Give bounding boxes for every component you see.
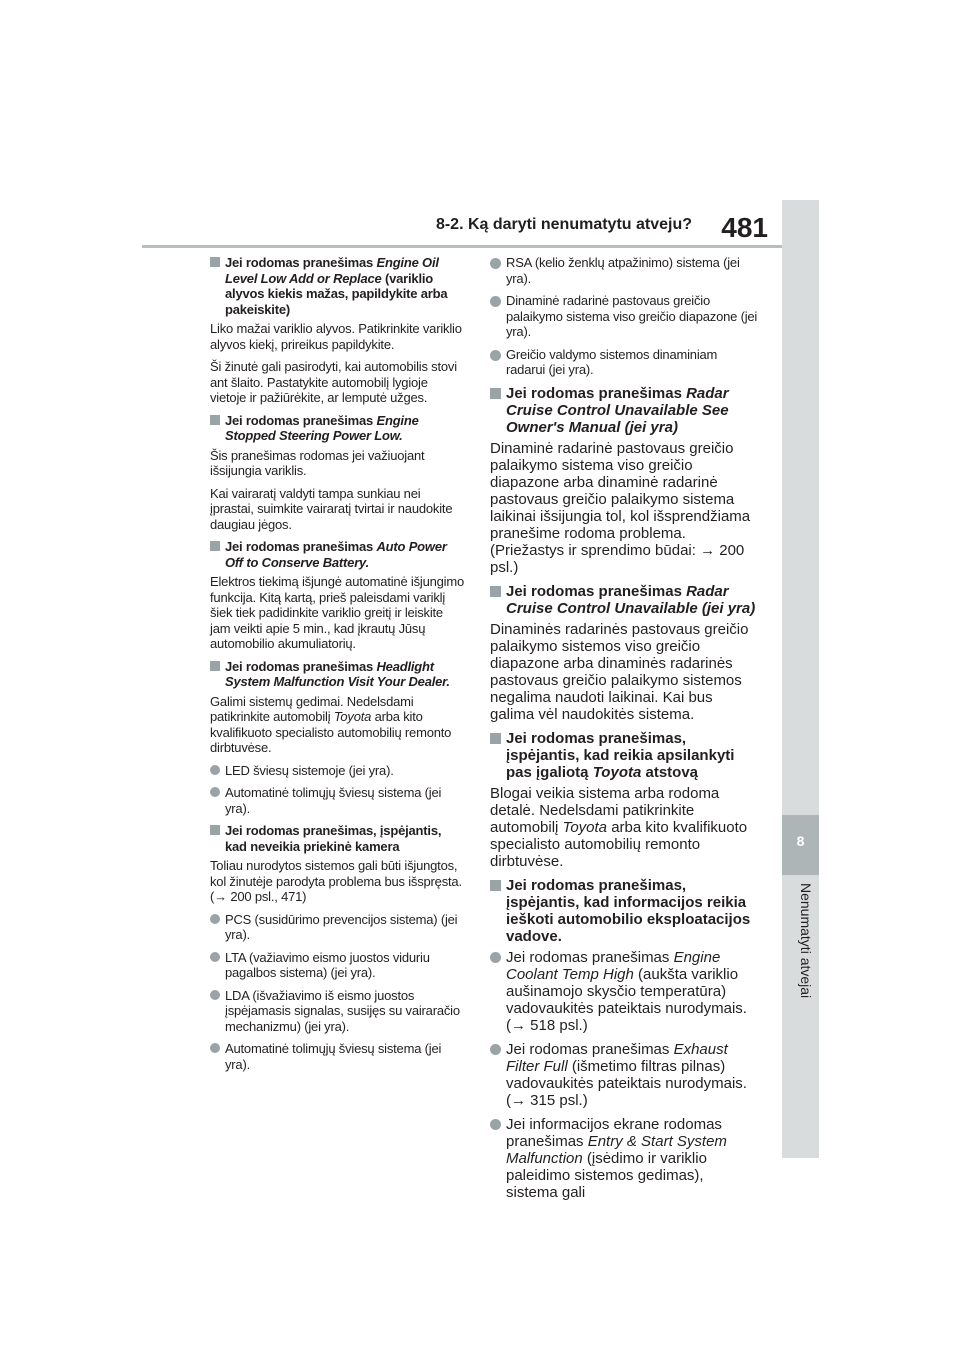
- left-column: [210, 255, 466, 1079]
- round-bullet-icon: [490, 952, 501, 963]
- section-heading: Jei rodomas pranešimas, įspėjantis, kad reikia apsilankyti pas įgaliotą Toyota atstovą: [490, 730, 758, 781]
- paragraph: Blogai veikia sistema arba rodoma detalė. Nedelsdami patikrinkite automobilį Toyota arba kito kvalifikuoto specialisto automobilių remonto dirbtuvėse.: [490, 784, 748, 870]
- list-item: LDA (išvažiavimo iš eismo juostos įspėjamasis signalas, susijęs su vairaračio mechanizmu) (jei yra).: [210, 988, 466, 1035]
- square-bullet-icon: [490, 733, 501, 744]
- paragraph: Dinaminė radarinė pastovaus greičio palaikymo sistema viso greičio diapazone arba dinaminė radarinė pastovaus greičio palaikymo sistema laikinai išsijungia tol, kol išsprendžiama pranešime rodoma problema. (Priežastys ir sprendimo būdai: → 200 psl.): [490, 439, 751, 576]
- square-bullet-icon: [210, 661, 220, 671]
- square-bullet-icon: [210, 541, 220, 551]
- paragraph: Ši žinutė gali pasirodyti, kai automobilis stovi ant šlaito. Pastatykite automobilį lygioje vietoje ir pažiūrėkite, ar lemputė užges.: [210, 359, 457, 405]
- paragraph: Elektros tiekimą išjungė automatinė išjungimo funkcija. Kitą kartą, prieš paleisdami variklį šiek tiek padidinkite variklio greitį ir leiskite jam veikti apie 5 min., kad įkrautų Jūsų automobilio akumuliatorių.: [210, 574, 465, 651]
- paragraph: Dinaminės radarinės pastovaus greičio palaikymo sistemos viso greičio diapazone arba dinaminės radarinės pastovaus greičio palaikymo sistemos negalima naudoti laikinai. Kai bus galima vėl naudokitės sistema.: [490, 620, 749, 723]
- list-item: Jei rodomas pranešimas Exhaust Filter Full (išmetimo filtras pilnas) vadovaukitės pateiktais nurodymais. (→ 315 psl.): [490, 1041, 758, 1109]
- section-heading: Jei rodomas pranešimas, įspėjantis, kad neveikia priekinė kamera: [210, 823, 466, 854]
- square-bullet-icon: [210, 257, 220, 267]
- page-header: [435, 212, 770, 243]
- chapter-label: Nenumatyti atvejai: [798, 883, 814, 999]
- section-title: 8-2. Ką daryti nenumatytu atveju?: [435, 216, 692, 233]
- list-item: Automatinė tolimųjų šviesų sistema (jei yra).: [210, 1041, 466, 1072]
- section-heading: Jei rodomas pranešimas, įspėjantis, kad informacijos reikia ieškoti automobilio eksploatacijos vadove.: [490, 877, 758, 945]
- round-bullet-icon: [210, 1043, 220, 1053]
- section-heading: Jei rodomas pranešimas Radar Cruise Control Unavailable (jei yra): [490, 583, 758, 617]
- list-item: LTA (važiavimo eismo juostos viduriu pagalbos sistema) (jei yra).: [210, 950, 466, 981]
- square-bullet-icon: [210, 825, 220, 835]
- header-rule: [142, 245, 782, 248]
- section-heading: Jei rodomas pranešimas Engine Oil Level Low Add or Replace (variklio alyvos kiekis mažas, papildykite arba pakeiskite): [210, 255, 466, 317]
- square-bullet-icon: [490, 586, 501, 597]
- paragraph: Šis pranešimas rodomas jei važiuojant išsijungia variklis.: [210, 447, 425, 478]
- paragraph: Galimi sistemų gedimai. Nedelsdami patikrinkite automobilį Toyota arba kito kvalifikuoto specialisto automobilių remonto dirbtuvėse.: [210, 693, 452, 755]
- list-item: Greičio valdymo sistemos dinaminiam radarui (jei yra).: [490, 347, 758, 378]
- page-number: 481: [721, 212, 768, 243]
- round-bullet-icon: [490, 1044, 501, 1055]
- paragraph: Kai vairaratį valdyti tampa sunkiau nei įprastai, suimkite vairaratį tvirtai ir naudokite daugiau jėgos.: [210, 485, 453, 532]
- round-bullet-icon: [490, 1119, 501, 1130]
- round-bullet-icon: [490, 296, 501, 307]
- square-bullet-icon: [210, 415, 220, 425]
- square-bullet-icon: [490, 388, 501, 399]
- list-item: PCS (susidūrimo prevencijos sistema) (jei yra).: [210, 912, 466, 943]
- right-column: [490, 255, 758, 1208]
- list-item: Jei rodomas pranešimas Engine Coolant Temp High (aukšta variklio aušinamojo skysčio temperatūra) vadovaukitės pateiktais nurodymais. (→ 518 psl.): [490, 949, 758, 1034]
- section-heading: Jei rodomas pranešimas Engine Stopped Steering Power Low.: [210, 413, 466, 444]
- list-item: LED šviesų sistemoje (jei yra).: [210, 763, 466, 779]
- list-item: RSA (kelio ženklų atpažinimo) sistema (jei yra).: [490, 255, 758, 286]
- round-bullet-icon: [210, 914, 220, 924]
- round-bullet-icon: [210, 952, 220, 962]
- round-bullet-icon: [210, 765, 220, 775]
- chapter-number: 8: [796, 833, 805, 849]
- section-heading: Jei rodomas pranešimas Radar Cruise Control Unavailable See Owner's Manual (jei yra): [490, 385, 758, 436]
- list-item: Automatinė tolimųjų šviesų sistema (jei yra).: [210, 785, 466, 816]
- section-heading: Jei rodomas pranešimas Auto Power Off to Conserve Battery.: [210, 539, 466, 570]
- paragraph: Liko mažai variklio alyvos. Patikrinkite variklio alyvos kiekį, prireikus papildykite.: [210, 321, 462, 352]
- round-bullet-icon: [210, 787, 220, 797]
- section-heading: Jei rodomas pranešimas Headlight System Malfunction Visit Your Dealer.: [210, 659, 466, 690]
- list-item: Jei informacijos ekrane rodomas pranešimas Entry & Start System Malfunction (įsėdimo ir variklio paleidimo sistemos gedimas), sistema gali: [490, 1116, 758, 1201]
- list-item: Dinaminė radarinė pastovaus greičio palaikymo sistema viso greičio diapazone (jei yra).: [490, 293, 758, 340]
- round-bullet-icon: [210, 990, 220, 1000]
- round-bullet-icon: [490, 350, 501, 361]
- paragraph: Toliau nurodytos sistemos gali būti išjungtos, kol žinutėje parodyta problema bus išspręsta. (→ 200 psl., 471): [210, 858, 462, 904]
- square-bullet-icon: [490, 880, 501, 891]
- round-bullet-icon: [490, 258, 501, 269]
